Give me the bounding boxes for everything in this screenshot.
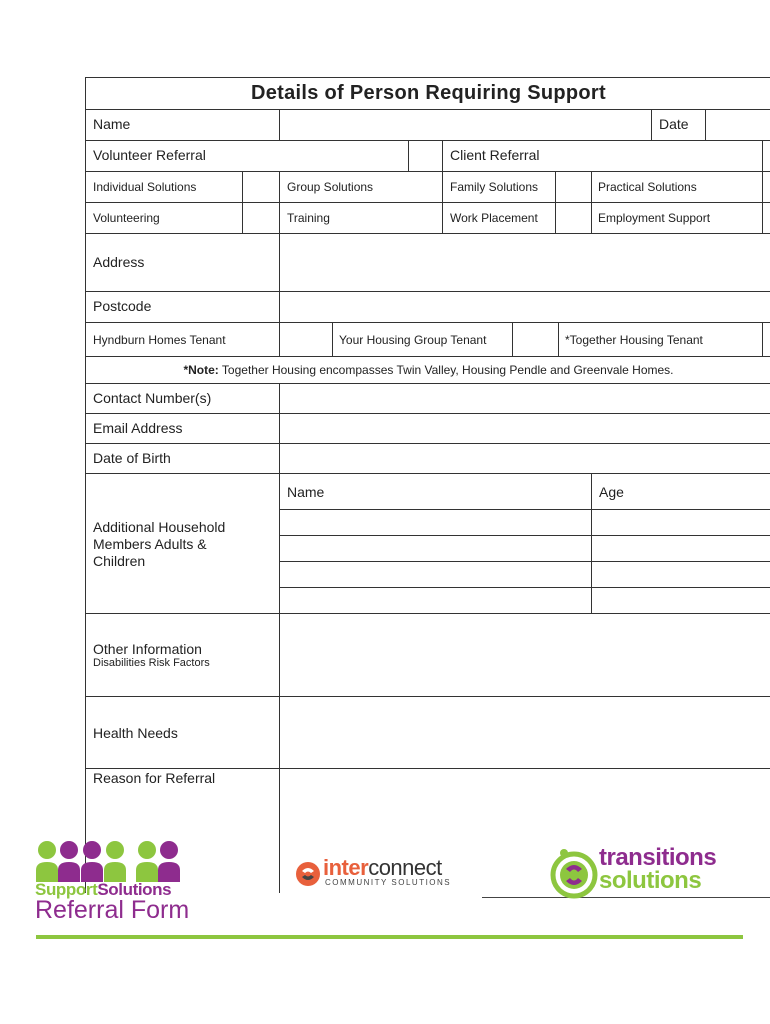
dob-field[interactable] bbox=[280, 444, 770, 474]
form-title: Details of Person Requiring Support bbox=[251, 82, 606, 104]
interconnect-logo bbox=[295, 855, 485, 895]
service-individual-solutions: Individual Solutions bbox=[93, 180, 197, 194]
date-label-cell bbox=[652, 110, 706, 141]
service-practical-solutions: Practical Solutions bbox=[598, 180, 697, 194]
tenant-label-cell bbox=[86, 323, 280, 357]
other-info-sub: Disabilities Risk Factors bbox=[93, 657, 210, 669]
address-label-cell bbox=[86, 234, 280, 292]
transitions-solutions-logo bbox=[550, 843, 760, 903]
interconnect-icon bbox=[295, 861, 321, 887]
household-age-field[interactable] bbox=[592, 536, 770, 562]
volunteer-referral-label: Volunteer Referral bbox=[93, 147, 206, 163]
solutions-word-green: solutions bbox=[599, 867, 702, 894]
household-age-header-cell bbox=[592, 474, 770, 510]
contact-label-cell bbox=[86, 384, 280, 414]
people-icon bbox=[35, 838, 185, 882]
transitions-word: transitions bbox=[599, 844, 717, 871]
tenant-hyndburn: Hyndburn Homes Tenant bbox=[93, 333, 226, 347]
service-label-cell bbox=[86, 172, 243, 203]
tenant-label-cell bbox=[333, 323, 513, 357]
service-work-placement: Work Placement bbox=[450, 211, 538, 225]
household-name-field[interactable] bbox=[280, 510, 592, 536]
support-word: Support bbox=[35, 880, 98, 899]
household-label: Additional Household Members Adults & Children bbox=[93, 519, 226, 569]
address-field[interactable] bbox=[280, 234, 770, 292]
health-field[interactable] bbox=[280, 697, 770, 769]
service-training: Training bbox=[287, 211, 330, 225]
service-label-cell bbox=[592, 172, 763, 203]
dob-label-cell bbox=[86, 444, 280, 474]
reason-label: Reason for Referral bbox=[93, 770, 216, 786]
tenant-checkbox[interactable] bbox=[280, 323, 333, 357]
email-label: Email Address bbox=[93, 420, 183, 436]
other-info-label: Other Information bbox=[93, 641, 202, 657]
service-checkbox[interactable] bbox=[763, 172, 770, 203]
tenant-together-housing: *Together Housing Tenant bbox=[565, 333, 703, 347]
support-solutions-logo bbox=[35, 838, 225, 928]
email-field[interactable] bbox=[280, 414, 770, 444]
referral-form-table bbox=[85, 77, 770, 893]
email-label-cell bbox=[86, 414, 280, 444]
address-label: Address bbox=[93, 254, 145, 270]
client-referral-label: Client Referral bbox=[450, 147, 540, 163]
housing-note bbox=[86, 363, 770, 377]
service-family-solutions: Family Solutions bbox=[450, 180, 539, 194]
client-referral-checkbox[interactable] bbox=[763, 141, 770, 172]
household-name-field[interactable] bbox=[280, 588, 592, 614]
service-employment-support: Employment Support bbox=[598, 211, 711, 225]
service-checkbox[interactable] bbox=[243, 172, 280, 203]
interconnect-subtitle: COMMUNITY SOLUTIONS bbox=[325, 878, 452, 887]
contact-label: Contact Number(s) bbox=[93, 390, 212, 406]
postcode-field[interactable] bbox=[280, 292, 770, 323]
service-label-cell bbox=[592, 203, 763, 234]
other-info-label-cell bbox=[86, 614, 280, 697]
tenant-checkbox[interactable] bbox=[513, 323, 559, 357]
service-label-cell bbox=[86, 203, 243, 234]
date-field[interactable] bbox=[706, 110, 770, 141]
form-title-cell bbox=[86, 78, 770, 110]
date-label: Date bbox=[659, 116, 689, 132]
solutions-word: Solutions bbox=[97, 880, 172, 899]
service-checkbox[interactable] bbox=[556, 203, 592, 234]
service-group-solutions: Group Solutions bbox=[287, 180, 374, 194]
name-field[interactable] bbox=[280, 110, 652, 141]
other-info-field[interactable] bbox=[280, 614, 770, 697]
service-checkbox[interactable] bbox=[243, 203, 280, 234]
client-referral-label-cell bbox=[443, 141, 763, 172]
note-row bbox=[86, 357, 770, 384]
transitions-icon bbox=[550, 845, 598, 901]
postcode-label: Postcode bbox=[93, 298, 152, 314]
health-label-cell bbox=[86, 697, 280, 769]
household-name-header: Name bbox=[287, 484, 325, 500]
referral-form-heading: Referral Form bbox=[35, 896, 190, 924]
volunteer-referral-checkbox[interactable] bbox=[409, 141, 443, 172]
connect-word: connect bbox=[368, 855, 442, 880]
dob-label: Date of Birth bbox=[93, 450, 171, 466]
tenant-your-housing: Your Housing Group Tenant bbox=[339, 333, 487, 347]
postcode-label-cell bbox=[86, 292, 280, 323]
health-label: Health Needs bbox=[93, 725, 178, 741]
household-age-field[interactable] bbox=[592, 588, 770, 614]
household-label-cell bbox=[86, 474, 280, 614]
household-name-field[interactable] bbox=[280, 536, 592, 562]
household-name-field[interactable] bbox=[280, 562, 592, 588]
service-checkbox[interactable] bbox=[556, 172, 592, 203]
service-volunteering: Volunteering bbox=[93, 211, 160, 225]
household-age-field[interactable] bbox=[592, 562, 770, 588]
household-age-field[interactable] bbox=[592, 510, 770, 536]
name-label: Name bbox=[93, 116, 131, 132]
inter-word: inter bbox=[323, 855, 369, 880]
service-label-cell bbox=[443, 203, 556, 234]
note-text: Together Housing encompasses Twin Valley, Housing Pendle and Greenvale Homes. bbox=[218, 363, 674, 377]
note-bold: *Note: bbox=[183, 363, 219, 377]
footer-green-bar bbox=[36, 935, 743, 939]
household-age-header: Age bbox=[599, 484, 624, 500]
household-name-header-cell bbox=[280, 474, 592, 510]
service-label-cell bbox=[443, 172, 556, 203]
service-label-cell bbox=[280, 172, 443, 203]
volunteer-referral-label-cell bbox=[86, 141, 409, 172]
name-label-cell bbox=[86, 110, 280, 141]
service-checkbox[interactable] bbox=[763, 203, 770, 234]
tenant-checkbox[interactable] bbox=[763, 323, 770, 357]
contact-field[interactable] bbox=[280, 384, 770, 414]
tenant-label-cell bbox=[559, 323, 763, 357]
service-label-cell bbox=[280, 203, 443, 234]
